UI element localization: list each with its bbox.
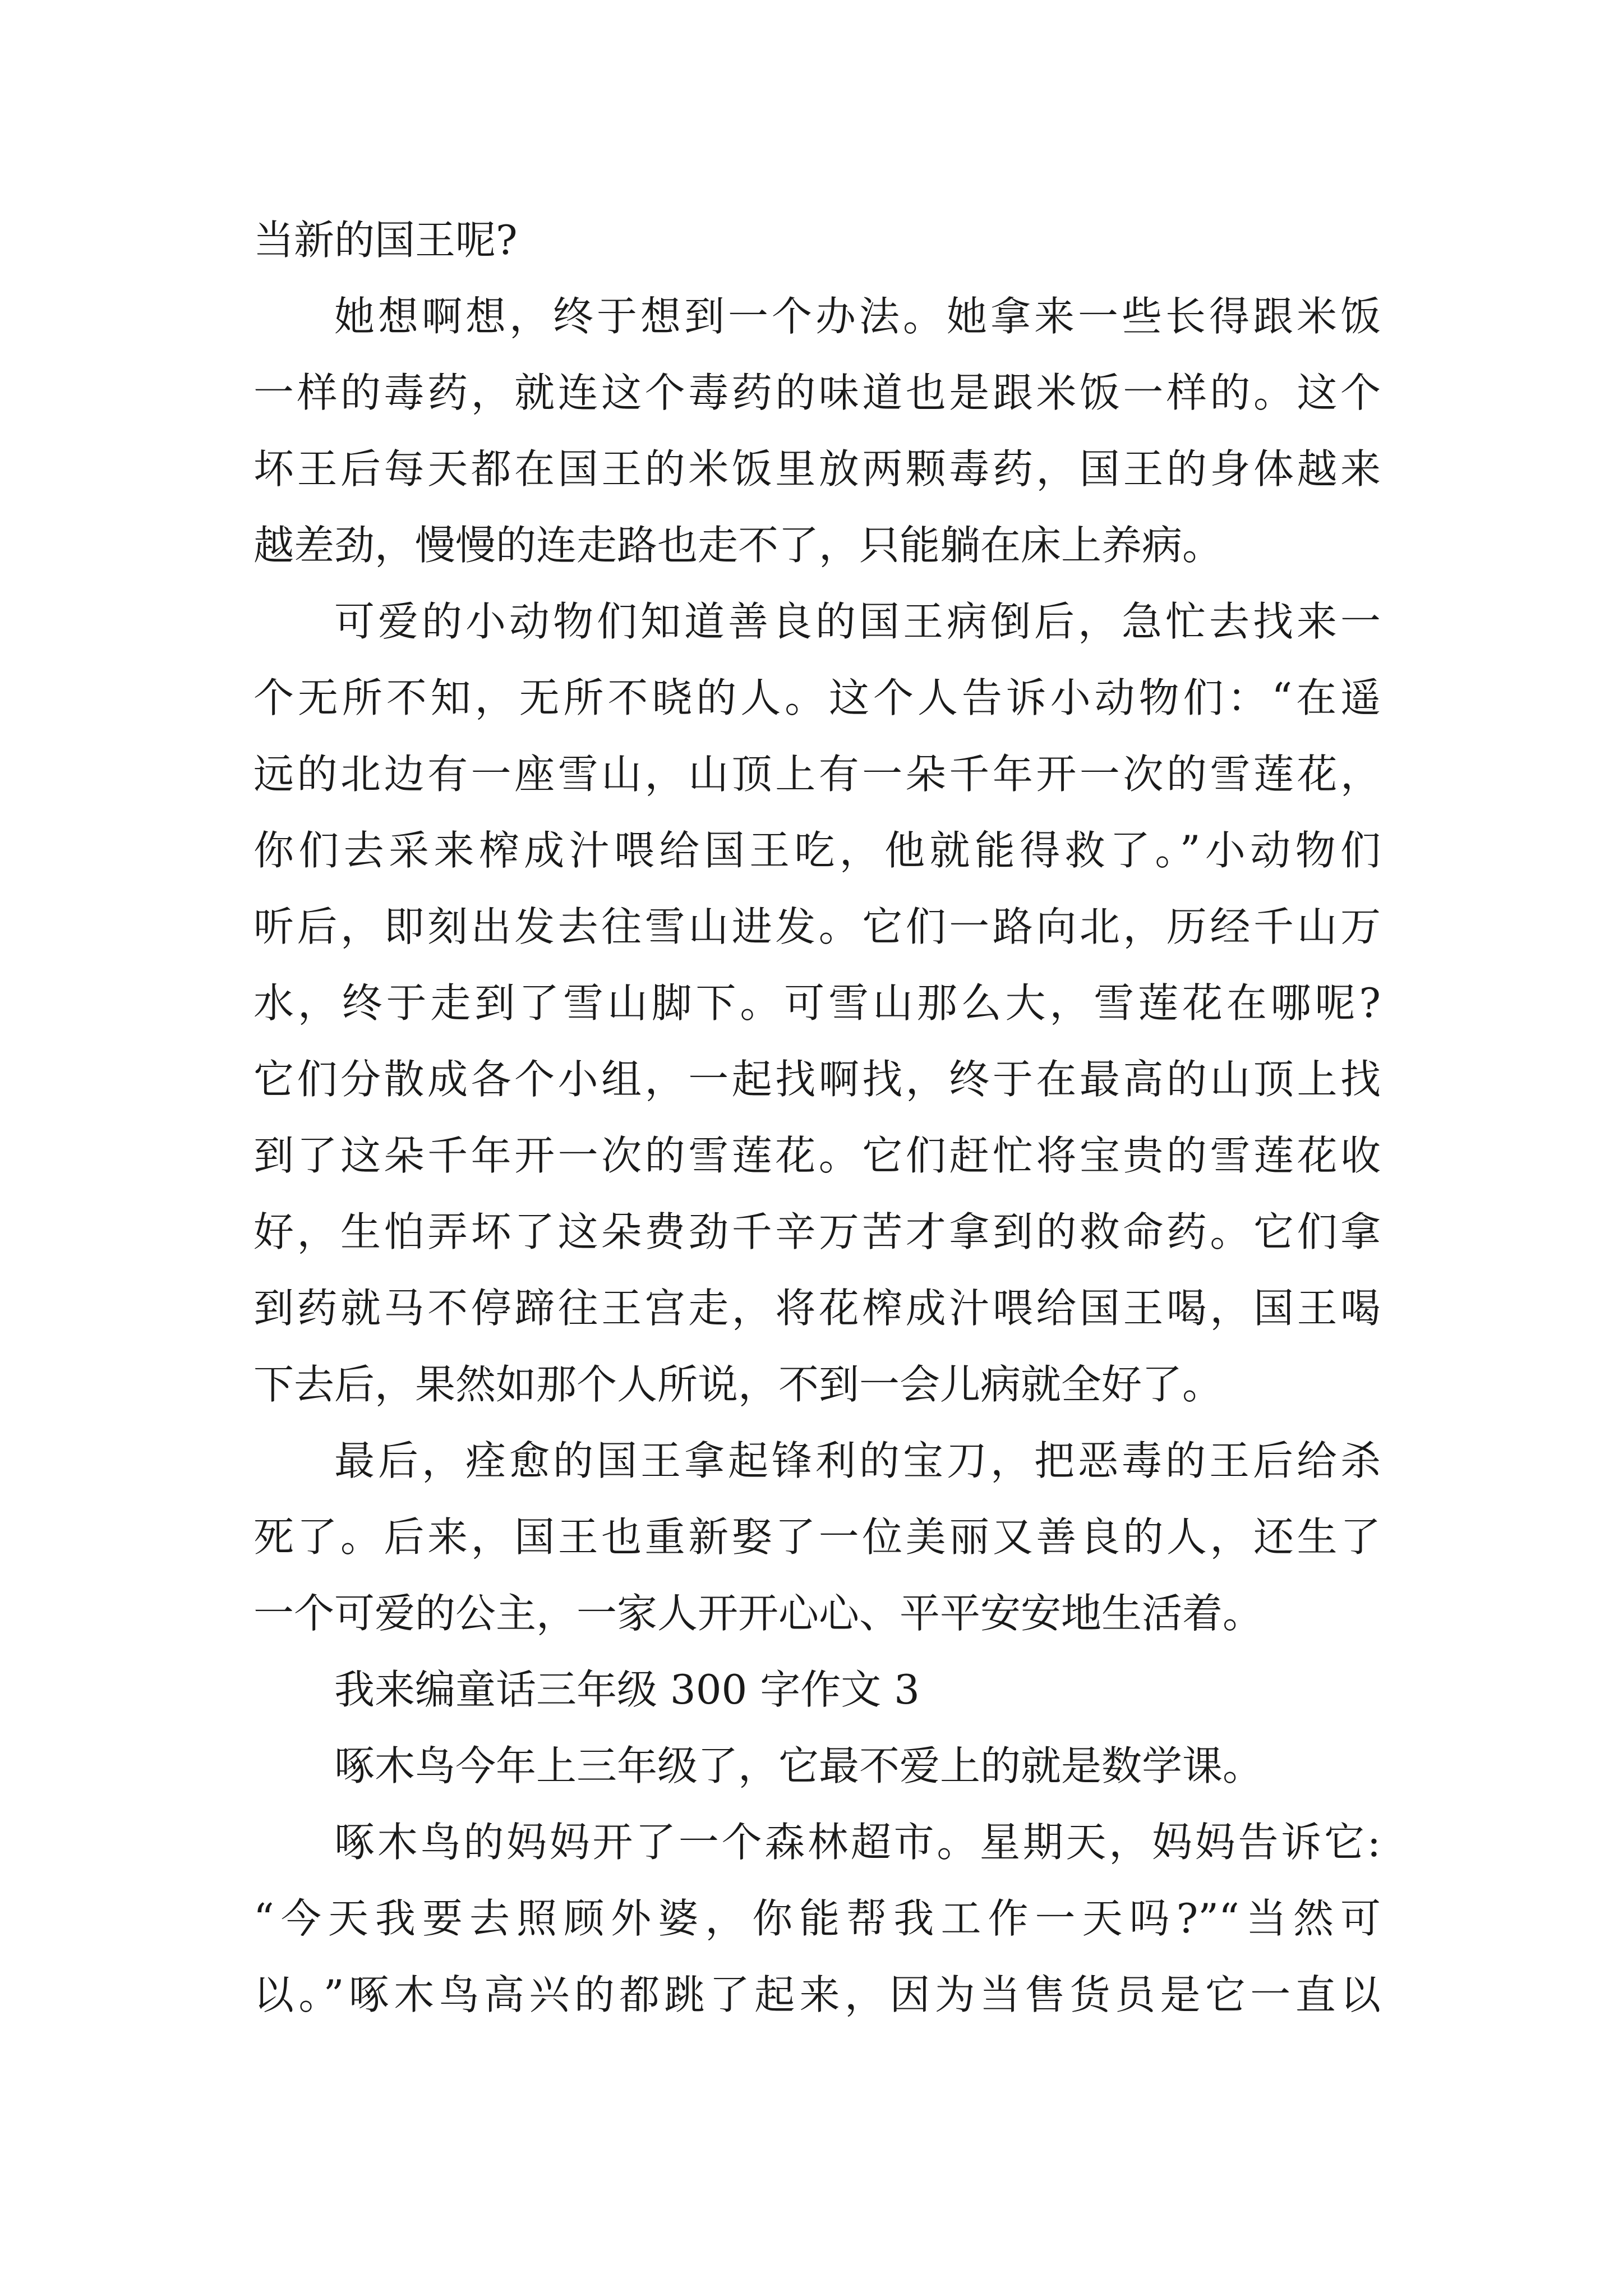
- text-line: 它们分散成各个小组，一起找啊找，终于在最高的山顶上找: [253, 1056, 1381, 1103]
- text-line: 远的北边有一座雪山，山顶上有一朵千年开一次的雪莲花，: [253, 751, 1381, 798]
- text-line: 个无所不知，无所不晓的人。这个人告诉小动物们：“在遥: [253, 674, 1381, 721]
- text-line: 你们去采来榨成汁喂给国王吃，他就能得救了。”小动物们: [253, 827, 1381, 874]
- text-line: 到药就马不停蹄往王宫走，将花榨成汁喂给国王喝，国王喝: [253, 1285, 1381, 1332]
- paragraph-start-line: 啄木鸟的妈妈开了一个森林超市。星期天，妈妈告诉它:: [334, 1819, 1381, 1866]
- text-line: 当新的国王呢?: [253, 217, 518, 264]
- text-line: 坏王后每天都在国王的米饭里放两颗毒药，国王的身体越来: [253, 445, 1381, 493]
- text-line: 到了这朵千年开一次的雪莲花。它们赶忙将宝贵的雪莲花收: [253, 1132, 1381, 1179]
- text-line: 一个可爱的公主，一家人开开心心、平平安安地生活着。: [253, 1590, 1264, 1637]
- text-line: 一样的毒药，就连这个毒药的味道也是跟米饭一样的。这个: [253, 369, 1381, 416]
- section-heading: 我来编童话三年级 300 字作文 3: [334, 1666, 920, 1713]
- paragraph-start-line: 最后，痊愈的国王拿起锋利的宝刀，把恶毒的王后给杀: [334, 1437, 1381, 1484]
- text-line: 下去后，果然如那个人所说，不到一会儿病就全好了。: [253, 1361, 1223, 1408]
- text-line: 好，生怕弄坏了这朵费劲千辛万苦才拿到的救命药。它们拿: [253, 1208, 1381, 1255]
- text-line: 水，终于走到了雪山脚下。可雪山那么大，雪莲花在哪呢?: [253, 979, 1381, 1027]
- paragraph-start-line: 可爱的小动物们知道善良的国王病倒后，急忙去找来一: [334, 598, 1381, 645]
- text-line: 死了。后来，国王也重新娶了一位美丽又善良的人，还生了: [253, 1513, 1381, 1561]
- text-line: “今天我要去照顾外婆，你能帮我工作一天吗?”“当然可: [253, 1895, 1381, 1942]
- paragraph-start-line: 啄木鸟今年上三年级了，它最不爱上的就是数学课。: [334, 1742, 1264, 1789]
- text-line: 以。”啄木鸟高兴的都跳了起来，因为当售货员是它一直以: [253, 1971, 1381, 2018]
- document-body: [253, 202, 1381, 2033]
- text-line: 听后，即刻出发去往雪山进发。它们一路向北，历经千山万: [253, 903, 1381, 950]
- text-line: 越差劲，慢慢的连走路也走不了，只能躺在床上养病。: [253, 522, 1223, 569]
- paragraph-start-line: 她想啊想，终于想到一个办法。她拿来一些长得跟米饭: [334, 293, 1381, 340]
